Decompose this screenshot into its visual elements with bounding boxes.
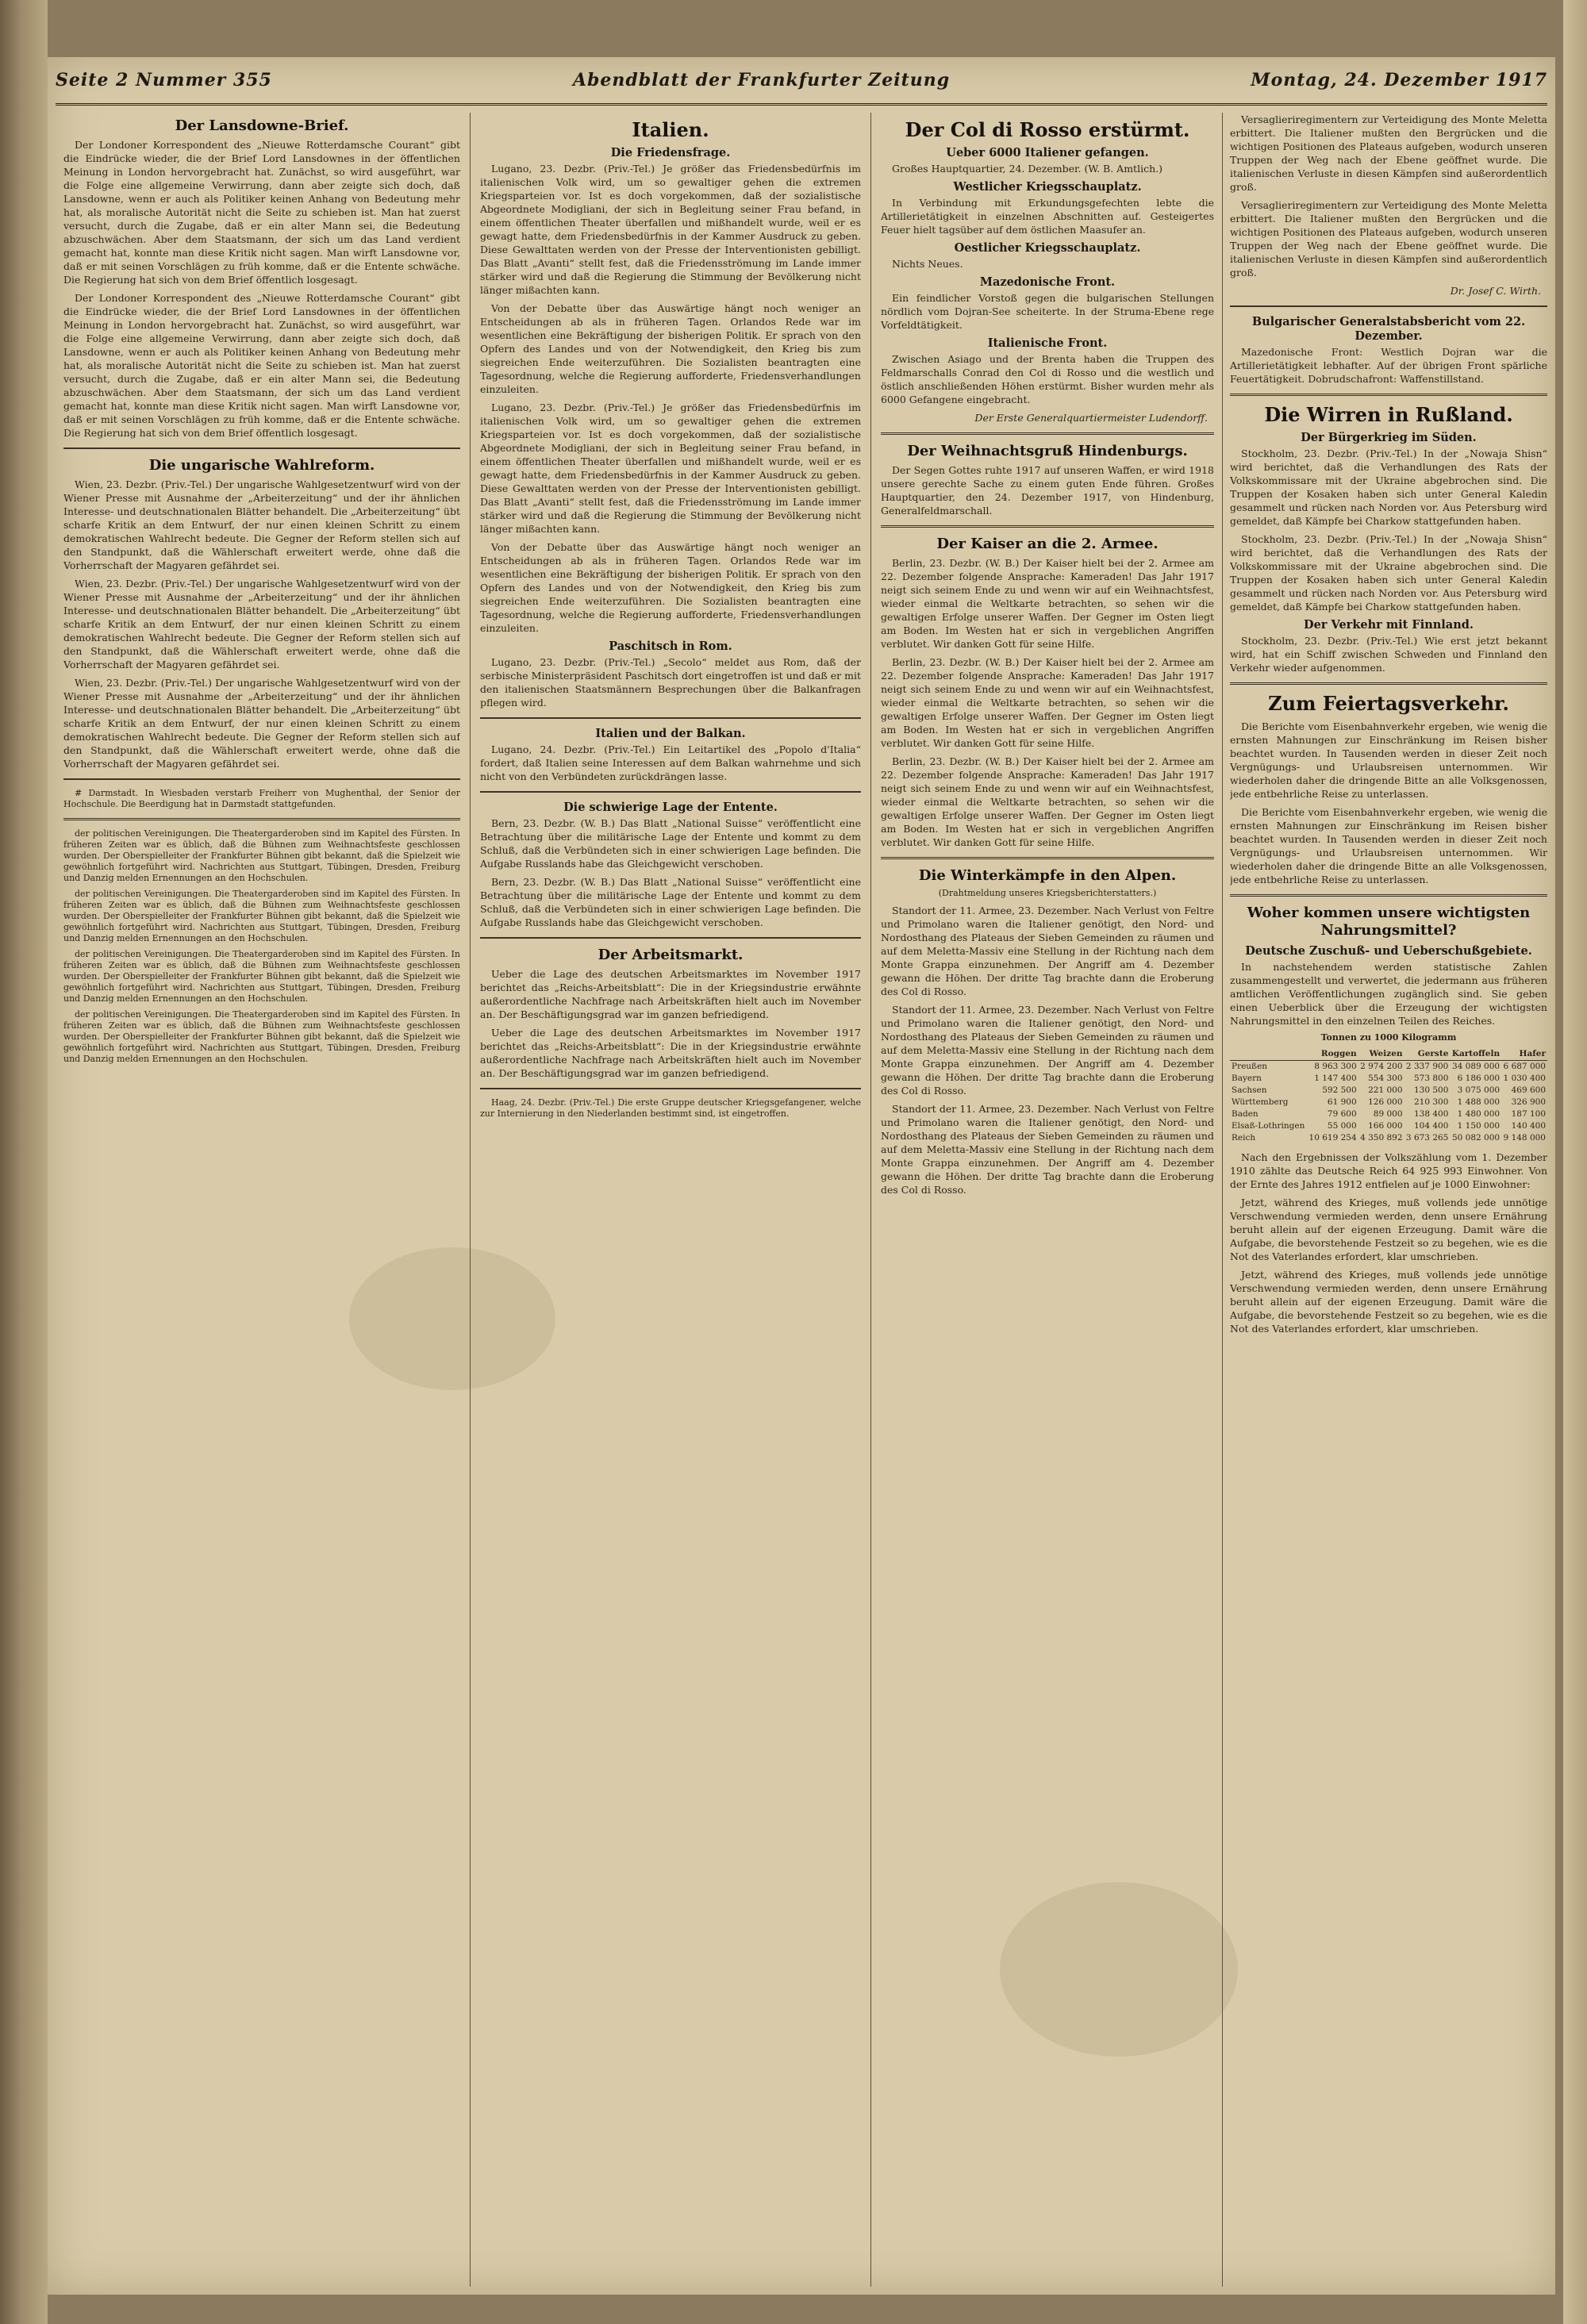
table-header-cell: Gerste: [1404, 1048, 1451, 1061]
page-header: [56, 57, 1547, 106]
article-text-winter: Standort der 11. Armee, 23. Dezember. Nach Verlust von Feltre und Primolano waren die Italiener genötigt, den Nord- und Nordosthang des Plateaus der Sieben Gemeinden zu räumen und auf dem Meletta-Massiv eine Stellung in der Richtung nach dem Monte Grappa einzunehmen. Der Angriff am 4. Dezember gewann die Höhen. Der dritte Tag brachte dann die Eroberung des Col di Rosso.: [881, 1103, 1214, 1196]
article-text-kaiser: Berlin, 23. Dezbr. (W. B.) Der Kaiser hielt bei der 2. Armee am 22. Dezember folgende Ansprache: Kameraden! Das Jahr 1917 neigt sich seinem Ende zu und wenn wir auf ein Weihnachtsfest, wieder einmal die Weltkarte betrachten, so sehen wir die gewaltigen Erfolge unserer Waffen. Der Gegner im Osten liegt am Boden. Im Westen hat er sich in vergeblichen Angriffen verblutet. Wir danken Gott für seine Hilfe.: [881, 656, 1214, 749]
feuilleton-text: der politischen Vereinigungen. Die Theatergarderoben sind im Kapitel des Fürsten. In früheren Zeiten war es üblich, daß die Bühnen zum Weihnachtsfeste geschlossen wurden. Der Oberspielleiter der Frankfurter Bühnen gibt bekannt, daß die Spielzeit wie gewöhnlich fortgeführt wird. Nachrichten aus Stuttgart, Tübingen, Dresden, Freiburg und Danzig melden Ernennungen an den Hochschulen.: [63, 1009, 460, 1064]
table-cell: 4 350 892: [1360, 1133, 1403, 1143]
table-row: [1230, 1085, 1547, 1097]
table-cell: 89 000: [1373, 1109, 1403, 1119]
article-text-winter: Standort der 11. Armee, 23. Dezember. Nach Verlust von Feltre und Primolano waren die Italiener genötigt, den Nord- und Nordosthang des Plateaus der Sieben Gemeinden zu räumen und auf dem Meletta-Massiv eine Stellung in der Richtung nach dem Monte Grappa einzunehmen. Der Angriff am 4. Dezember gewann die Höhen. Der dritte Tag brachte dann die Eroberung des Col di Rosso.: [881, 1004, 1214, 1097]
article-heading-bulgar: Bulgarischer Generalstabsbericht vom 22. Dezember.: [1251, 315, 1526, 343]
article-text-winter: Standort der 11. Armee, 23. Dezember. Nach Verlust von Feltre und Primolano waren die Italiener genötigt, den Nord- und Nordosthang des Plateaus der Sieben Gemeinden zu räumen und auf dem Meletta-Massiv eine Stellung in der Richtung nach dem Monte Grappa einzunehmen. Der Angriff am 4. Dezember gewann die Höhen. Der dritte Tag brachte dann die Eroberung des Col di Rosso.: [881, 905, 1214, 997]
next-page-edge: [1563, 0, 1587, 2324]
article-text-entente: Bern, 23. Dezbr. (W. B.) Das Blatt „National Suisse“ veröffentlicht eine Betrachtung über die militärische Lage der Entente und kommt zu dem Schluß, daß die Verbündeten sich in einer schwierigen Lage befinden. Die Aufgabe Russlands habe das Gleichgewicht verschoben.: [480, 817, 861, 870]
table-cell: Reich: [1232, 1133, 1256, 1143]
column-2: [480, 113, 861, 2287]
article-heading-finnland: Der Verkehr mit Finnland.: [1304, 618, 1474, 632]
table-caption: Tonnen zu 1000 Kilogramm: [1320, 1032, 1457, 1043]
table-cell: Elsaß-Lothringen: [1232, 1121, 1305, 1131]
table-row: [1230, 1120, 1547, 1132]
dateline-hauptquartier: Großes Hauptquartier, 24. Dezember. (W. B. Amtlich.): [892, 163, 1162, 175]
article-text-balkan: Lugano, 24. Dezbr. (Priv.-Tel.) Ein Leitartikel des „Popolo d'Italia“ fordert, daß Italien seine Interessen auf dem Balkan wahrnehme und sich nicht von den Verbündeten zurückdrängen lasse.: [480, 743, 861, 782]
divider: [480, 717, 861, 719]
table-cell: 138 400: [1413, 1109, 1449, 1119]
column-3: [881, 113, 1214, 2287]
heading-italienisch: Italienische Front.: [987, 336, 1108, 350]
article-heading-entente: Die schwierige Lage der Entente.: [563, 801, 778, 814]
table-header-row: [1230, 1048, 1547, 1061]
table-cell: 221 000: [1368, 1085, 1403, 1095]
feuilleton-text: der politischen Vereinigungen. Die Theatergarderoben sind im Kapitel des Fürsten. In früheren Zeiten war es üblich, daß die Bühnen zum Weihnachtsfeste geschlossen wurden. Der Oberspielleiter der Frankfurter Bühnen gibt bekannt, daß die Spielzeit wie gewöhnlich fortgeführt wird. Nachrichten aus Stuttgart, Tübingen, Dresden, Freiburg und Danzig melden Ernennungen an den Hochschulen.: [63, 949, 460, 1004]
article-text-friedensfrage: Von der Debatte über das Auswärtige hängt noch weniger an Entscheidungen ab als in früheren Tagen. Orlandos Rede war im wesentlichen eine Bekräftigung der bisherigen Politik. Er sprach von den Opfern des Landes und von der Notwendigkeit, den Krieg bis zum siegreichen Ende weiterzuführen. Die Sozialisten beantragten eine Tagesordnung, welche die Regierung aufforderte, Friedensverhandlungen einzuleiten.: [480, 302, 861, 395]
table-cell: 592 500: [1322, 1085, 1357, 1095]
table-cell: 326 900: [1511, 1097, 1546, 1107]
article-text-nahrung: Jetzt, während des Krieges, muß vollends jede unnötige Verschwendung vermieden werden, denn unsere Ernährung beruht allein auf der eigenen Erzeugung. Damit wäre die Aufgabe, die bevorstehende Festzeit so zu begehen, wie es die Not des Vaterlandes erfordert, klar umschrieben.: [1230, 1269, 1547, 1335]
table-cell: 130 500: [1413, 1085, 1449, 1095]
signature-ludendorff: Der Erste Generalquartiermeister Ludendorff.: [974, 412, 1208, 424]
table-cell: 1 147 400: [1314, 1074, 1357, 1083]
column-rule: [470, 113, 471, 2287]
table-cell: 50 082 000: [1451, 1133, 1501, 1143]
divider: [881, 857, 1214, 859]
table-cell: 3 075 000: [1457, 1085, 1501, 1095]
table-cell: 1 488 000: [1457, 1097, 1501, 1107]
article-text-arbeitsmarkt: Ueber die Lage des deutschen Arbeitsmarktes im November 1917 berichtet das „Reichs-Arbeitsblatt“: Die in der Kriegsindustrie erwähnte außerordentliche Nachfrage nach Arbeitskräften hielt auch im November an. Der Beschäftigungsgrad war im ganzen befriedigend.: [480, 1027, 861, 1079]
article-text-friedensfrage: Lugano, 23. Dezbr. (Priv.-Tel.) Je größer das Friedensbedürfnis im italienischen Volk wird, um so gewaltiger gehen die extremen Kriegsparteien vor. Ist es doch vorgekommen, daß der sozialistische Abgeordnete Modigliani, der sich in Begleitung seiner Frau befand, in einem öffentlichen Theater überfallen und mißhandelt wurde, weil er es gewagt hatte, dem Friedensbedürfnis in der Kammer Ausdruck zu geben. Diese Gewalttaten werden von der Presse der Interventionisten gebilligt. Das Blatt „Avanti“ stellt fest, daß die Friedensströmung im Lande immer stärker wird und daß die Regierung die Stimmung der Bevölkerung nicht länger mißachten kann.: [480, 163, 861, 296]
notice-haag: Haag, 24. Dezbr. (Priv.-Tel.) Die erste Gruppe deutscher Kriegsgefangener, welche zur Internierung in den Niederlanden bestimmt sind, ist eingetroffen.: [480, 1097, 861, 1119]
column-rule: [1222, 113, 1223, 2287]
table-row: [1230, 1108, 1547, 1120]
article-heading-nahrung: Woher kommen unsere wichtigsten Nahrungsmittel?: [1247, 905, 1531, 939]
article-text-nahrung: In nachstehendem werden statistische Zahlen zusammengestellt und verwertet, die jedermann aus früheren amtlichen Veröffentlichungen zugänglich sind. Sie geben einen Ueberblick über die Erzeugung der wichtigsten Nahrungsmittel in den einzelnen Teilen des Reiches.: [1230, 961, 1547, 1027]
article-heading-arbeitsmarkt: Der Arbeitsmarkt.: [598, 947, 744, 963]
article-text-wahlreform: Wien, 23. Dezbr. (Priv.-Tel.) Der ungarische Wahlgesetzentwurf wird von der Wiener Presse mit Ausnahme der „Arbeiterzeitung“ und der ihr ähnlichen Interesse- und deutschnationalen Blätter behandelt. Die „Arbeiterzeitung“ übt scharfe Kritik an dem Entwurf, der nur einen kleinen Schritt zu einem demokratischen Wahlrecht bedeute. Die Gegner der Reform stellen sich auf den Standpunkt, daß die Wählerschaft erweitert werde, ohne daß die Vorherrschaft der Magyaren gefährdet sei.: [63, 478, 460, 571]
table-header-cell: [1230, 1048, 1307, 1061]
table-cell: 187 100: [1511, 1109, 1546, 1119]
newspaper-page: [48, 57, 1555, 2295]
article-heading-friedensfrage: Die Friedensfrage.: [610, 146, 731, 159]
divider: [1230, 682, 1547, 685]
article-text-continued: Versaglieriregimentern zur Verteidigung des Monte Meletta erbittert. Die Italiener mußten den Bergrücken und die wichtigen Positionen des Plateaus aufgeben, wodurch unseren Truppen der Weg nach der Ebene geöffnet wurde. Die italienischen Verluste in diesen Kämpfen sind außerordentlich groß.: [1230, 199, 1547, 278]
heading-mazedonisch: Mazedonische Front.: [979, 275, 1116, 289]
table-cell: 34 089 000: [1451, 1062, 1501, 1071]
table-cell: 1 480 000: [1457, 1109, 1501, 1119]
section-heading-italien: Italien.: [632, 118, 709, 141]
table-row: [1230, 1097, 1547, 1108]
signature-wirth: Dr. Josef C. Wirth.: [1450, 285, 1541, 297]
divider: [1230, 305, 1547, 307]
table-header-cell: Hafer: [1501, 1048, 1547, 1061]
article-heading-kaiser: Der Kaiser an die 2. Armee.: [936, 536, 1159, 552]
divider: [480, 937, 861, 939]
table-cell: Württemberg: [1232, 1097, 1289, 1107]
article-subheading-gefangene: Ueber 6000 Italiener gefangen.: [946, 146, 1149, 159]
article-text-entente: Bern, 23. Dezbr. (W. B.) Das Blatt „National Suisse“ veröffentlicht eine Betrachtung über die militärische Lage der Entente und kommt zu dem Schluß, daß die Verbündeten sich in einer schwierigen Lage befinden. Die Aufgabe Russlands habe das Gleichgewicht verschoben.: [480, 876, 861, 928]
article-text-bulgar: Mazedonische Front: Westlich Dojran war die Artillerietätigkeit lebhafter. Auf der übrigen Front spärliche Feuertätigkeit. Dobrudschafront: Waffenstillstand.: [1230, 346, 1547, 385]
table-header-cell: Weizen: [1358, 1048, 1404, 1061]
table-cell: 104 400: [1413, 1121, 1449, 1131]
table-cell: 9 148 000: [1503, 1133, 1546, 1143]
divider: [881, 525, 1214, 528]
page-number: Seite 2 Nummer 355: [56, 70, 272, 90]
table-cell: Bayern: [1232, 1074, 1262, 1083]
article-heading-winter: Die Winterkämpfe in den Alpen.: [918, 867, 1177, 884]
feuilleton-text: der politischen Vereinigungen. Die Theatergarderoben sind im Kapitel des Fürsten. In früheren Zeiten war es üblich, daß die Bühnen zum Weihnachtsfeste geschlossen wurden. Der Oberspielleiter der Frankfurter Bühnen gibt bekannt, daß die Spielzeit wie gewöhnlich fortgeführt wird. Nachrichten aus Stuttgart, Tübingen, Dresden, Freiburg und Danzig melden Ernennungen an den Hochschulen.: [63, 828, 460, 883]
article-heading-feiertag: Zum Feiertagsverkehr.: [1268, 692, 1509, 715]
table-cell: 8 963 300: [1314, 1062, 1357, 1071]
divider: [63, 778, 460, 780]
article-subheading-buergerkrieg: Der Bürgerkrieg im Süden.: [1301, 431, 1477, 444]
divider: [881, 432, 1214, 435]
divider: [1230, 394, 1547, 396]
article-text-buergerkrieg: Stockholm, 23. Dezbr. (Priv.-Tel.) In der „Nowaja Shisn“ wird berichtet, daß die Verhandlungen des Rats der Volkskommissare mit der Ukraine abgebrochen sind. Die Truppen der Kosaken haben sich unter General Kaledin gesammelt und rücken nach Norden vor. Aus Petersburg wird gemeldet, daß Kämpfe bei Charkow stattgefunden haben.: [1230, 533, 1547, 613]
divider: [63, 448, 460, 449]
table-cell: 10 619 254: [1308, 1133, 1357, 1143]
article-text-nahrung: Jetzt, während des Krieges, muß vollends jede unnötige Verschwendung vermieden werden, denn unsere Ernährung beruht allein auf der eigenen Erzeugung. Damit wäre die Aufgabe, die bevorstehende Festzeit so zu begehen, wie es die Not des Vaterlandes erfordert, klar umschrieben.: [1230, 1197, 1547, 1262]
text-westlich: In Verbindung mit Erkundungsgefechten lebte die Artillerietätigkeit in einzelnen Abschnitten auf. Gesteigertes Feuer hielt tagsüber auf dem östlichen Maasufer an.: [881, 197, 1214, 236]
text-italienisch: Zwischen Asiago und der Brenta haben die Truppen des Feldmarschalls Conrad den Col di Rosso und die westlich und östlich anschließenden Höhen erstürmt. Bisher wurden mehr als 6000 Gefangene eingebracht.: [881, 353, 1214, 405]
text-oestlich: Nichts Neues.: [892, 258, 963, 270]
table-row: [1230, 1132, 1547, 1144]
article-text-finnland: Stockholm, 23. Dezbr. (Priv.-Tel.) Wie erst jetzt bekannt wird, hat ein Schiff zwischen Schweden und Finnland den Verkehr wieder aufgenommen.: [1230, 635, 1547, 674]
article-heading-balkan: Italien und der Balkan.: [595, 727, 746, 740]
table-cell: 210 300: [1413, 1097, 1449, 1107]
article-text-friedensfrage: Von der Debatte über das Auswärtige hängt noch weniger an Entscheidungen ab als in früheren Tagen. Orlandos Rede war im wesentlichen eine Bekräftigung der bisherigen Politik. Er sprach von den Opfern des Landes und von der Notwendigkeit, den Krieg bis zum siegreichen Ende weiterzuführen. Die Sozialisten beantragten eine Tagesordnung, welche die Regierung aufforderte, Friedensverhandlungen einzuleiten.: [480, 541, 861, 634]
table-cell: 2 974 200: [1360, 1062, 1403, 1071]
heading-westlich: Westlicher Kriegsschauplatz.: [953, 180, 1142, 194]
column-4: [1230, 113, 1547, 2287]
column-rule: [870, 113, 871, 2287]
table-cell: 1 150 000: [1457, 1121, 1501, 1131]
table-cell: 61 900: [1327, 1097, 1357, 1107]
table-row: [1230, 1073, 1547, 1085]
table-cell: 6 186 000: [1457, 1074, 1501, 1083]
article-text-nahrung: Nach den Ergebnissen der Volkszählung vom 1. Dezember 1910 zählte das Deutsche Reich 64 925 993 Einwohner. Von der Ernte des Jahres 1912 entfielen auf je 1000 Einwohner:: [1230, 1151, 1547, 1190]
table-cell: 554 300: [1368, 1074, 1403, 1083]
article-text-feiertag: Die Berichte vom Eisenbahnverkehr ergeben, wie wenig die ernsten Mahnungen zur Einschränkung im Reisen bisher beachtet wurden. In Tausenden werden in dieser Zeit noch Vergnügungs- und Urlaubsreisen unternommen. Wir wiederholen daher die dringende Bitte an alle Volksgenossen, jede entbehrliche Reise zu unterlassen.: [1230, 806, 1547, 885]
heading-oestlich: Oestlicher Kriegsschauplatz.: [954, 241, 1141, 255]
article-text-pasic: Lugano, 23. Dezbr. (Priv.-Tel.) „Secolo“ meldet aus Rom, daß der serbische Ministerpräsident Paschitsch dort eingetroffen ist und daß er mit den italienischen Staatsmännern Besprechungen über die Balkanfragen pflegen wird.: [480, 656, 861, 709]
divider: [1230, 894, 1547, 897]
article-text-arbeitsmarkt: Ueber die Lage des deutschen Arbeitsmarktes im November 1917 berichtet das „Reichs-Arbeitsblatt“: Die in der Kriegsindustrie erwähnte außerordentliche Nachfrage nach Arbeitskräften hielt auch im November an. Der Beschäftigungsgrad war im ganzen befriedigend.: [480, 968, 861, 1020]
table-header-cell: Kartoffeln: [1450, 1048, 1501, 1061]
harvest-table: [1230, 1048, 1547, 1144]
article-text-feiertag: Die Berichte vom Eisenbahnverkehr ergeben, wie wenig die ernsten Mahnungen zur Einschränkung im Reisen bisher beachtet wurden. In Tausenden werden in dieser Zeit noch Vergnügungs- und Urlaubsreisen unternommen. Wir wiederholen daher die dringende Bitte an alle Volksgenossen, jede entbehrliche Reise zu unterlassen.: [1230, 720, 1547, 800]
newspaper-title: Abendblatt der Frankfurter Zeitung: [572, 70, 951, 90]
column-1: [63, 113, 460, 2287]
article-text-wahlreform: Wien, 23. Dezbr. (Priv.-Tel.) Der ungarische Wahlgesetzentwurf wird von der Wiener Presse mit Ausnahme der „Arbeiterzeitung“ und der ihr ähnlichen Interesse- und deutschnationalen Blätter behandelt. Die „Arbeiterzeitung“ übt scharfe Kritik an dem Entwurf, der nur einen kleinen Schritt zu einem demokratischen Wahlrecht bedeute. Die Gegner der Reform stellen sich auf den Standpunkt, daß die Wählerschaft erweitert werde, ohne daß die Vorherrschaft der Magyaren gefährdet sei.: [63, 578, 460, 670]
table-cell: 55 000: [1327, 1121, 1357, 1131]
article-text-buergerkrieg: Stockholm, 23. Dezbr. (Priv.-Tel.) In der „Nowaja Shisn“ wird berichtet, daß die Verhandlungen des Rats der Volkskommissare mit der Ukraine abgebrochen sind. Die Truppen der Kosaken haben sich unter General Kaledin gesammelt und rücken nach Norden vor. Aus Petersburg wird gemeldet, daß Kämpfe bei Charkow stattgefunden haben.: [1230, 448, 1547, 527]
article-heading-wahlreform: Die ungarische Wahlreform.: [148, 457, 375, 474]
article-text-kaiser: Berlin, 23. Dezbr. (W. B.) Der Kaiser hielt bei der 2. Armee am 22. Dezember folgende Ansprache: Kameraden! Das Jahr 1917 neigt sich seinem Ende zu und wenn wir auf ein Weihnachtsfest, wieder einmal die Weltkarte betrachten, so sehen wir die gewaltigen Erfolge unserer Waffen. Der Gegner im Osten liegt am Boden. Im Westen hat er sich in vergeblichen Angriffen verblutet. Wir danken Gott für seine Hilfe.: [881, 755, 1214, 848]
table-header-cell: Roggen: [1307, 1048, 1358, 1061]
issue-date: Montag, 24. Dezember 1917: [1251, 70, 1547, 90]
table-cell: Sachsen: [1232, 1085, 1267, 1095]
table-row: [1230, 1061, 1547, 1074]
divider: [63, 818, 460, 820]
text-mazedonisch: Ein feindlicher Vorstoß gegen die bulgarischen Stellungen nördlich vom Dojran-See scheiterte. In der Struma-Ebene rege Vorfeldtätigkeit.: [881, 292, 1214, 331]
notice-darmstadt: # Darmstadt. In Wiesbaden verstarb Freiherr von Mughenthal, der Senior der Hochschule. Die Beerdigung hat in Darmstadt stattgefunden.: [63, 788, 460, 809]
table-cell: 1 030 400: [1503, 1074, 1546, 1083]
table-cell: 3 673 265: [1405, 1133, 1449, 1143]
article-text-kaiser: Berlin, 23. Dezbr. (W. B.) Der Kaiser hielt bei der 2. Armee am 22. Dezember folgende Ansprache: Kameraden! Das Jahr 1917 neigt sich seinem Ende zu und wenn wir auf ein Weihnachtsfest, wieder einmal die Weltkarte betrachten, so sehen wir die gewaltigen Erfolge unserer Waffen. Der Gegner im Osten liegt am Boden. Im Westen hat er sich in vergeblichen Angriffen verblutet. Wir danken Gott für seine Hilfe.: [881, 557, 1214, 650]
article-text-friedensfrage: Lugano, 23. Dezbr. (Priv.-Tel.) Je größer das Friedensbedürfnis im italienischen Volk wird, um so gewaltiger gehen die extremen Kriegsparteien vor. Ist es doch vorgekommen, daß der sozialistische Abgeordnete Modigliani, der sich in Begleitung seiner Frau befand, in einem öffentlichen Theater überfallen und mißhandelt wurde, weil er es gewagt hatte, dem Friedensbedürfnis in der Kammer Ausdruck zu geben. Diese Gewalttaten werden von der Presse der Interventionisten gebilligt. Das Blatt „Avanti“ stellt fest, daß die Friedensströmung im Lande immer stärker wird und daß die Regierung die Stimmung der Bevölkerung nicht länger mißachten kann.: [480, 401, 861, 535]
article-subheading-nahrung: Deutsche Zuschuß- und Ueberschußgebiete.: [1245, 944, 1532, 958]
article-text-weihnacht: Der Segen Gottes ruhte 1917 auf unseren Waffen, er wird 1918 unsere gerechte Sache zu einem guten Ende führen. Großes Hauptquartier, den 24. Dezember 1917, von Hindenburg, Generalfeldmarschall.: [881, 464, 1214, 517]
article-heading-lansdowne: Der Lansdowne-Brief.: [175, 117, 349, 134]
table-cell: 6 687 000: [1503, 1062, 1546, 1071]
article-byline-winter: (Drahtmeldung unseres Kriegsberichterstatters.): [938, 888, 1157, 898]
table-body: [1230, 1061, 1547, 1145]
article-text-lansdowne: Der Londoner Korrespondent des „Nieuwe Rotterdamsche Courant“ gibt die Eindrücke wieder, die der Brief Lord Lansdownes in der öffentlichen Meinung in London hervorgebracht hat. Zunächst, so wird ausgeführt, war die Folge eine allgemeine Verwirrung, dann aber zeigte sich doch, daß Lansdowne, wenn er auch als Politiker keinen Anhang von Bedeutung mehr hat, als moralische Autorität nicht die Seite zu schieben ist. Man hat zuerst versucht, durch die Zugabe, daß er ein alter Mann sei, die Bedeutung abzuschwächen. Aber dem Staatsmann, der sich um das Land verdient gemacht hat, konnte man diese Kritik nicht sagen. Man wirft Lansdowne vor, daß er mit seinen Vorschlägen zu früh komme, daß er die Entente schwäche. Die Regierung hat sich von dem Brief öffentlich losgesagt.: [63, 139, 460, 286]
table-cell: 79 600: [1327, 1109, 1357, 1119]
article-heading-wirren: Die Wirren in Rußland.: [1264, 403, 1513, 426]
table-cell: 2 337 900: [1405, 1062, 1449, 1071]
article-text-lansdowne: Der Londoner Korrespondent des „Nieuwe Rotterdamsche Courant“ gibt die Eindrücke wieder, die der Brief Lord Lansdownes in der öffentlichen Meinung in London hervorgebracht hat. Zunächst, so wird ausgeführt, war die Folge eine allgemeine Verwirrung, dann aber zeigte sich doch, daß Lansdowne, wenn er auch als Politiker keinen Anhang von Bedeutung mehr hat, als moralische Autorität nicht die Seite zu schieben ist. Man hat zuerst versucht, durch die Zugabe, daß er ein alter Mann sei, die Bedeutung abzuschwächen. Aber dem Staatsmann, der sich um das Land verdient gemacht hat, konnte man diese Kritik nicht sagen. Man wirft Lansdowne vor, daß er mit seinen Vorschlägen zu früh komme, daß er die Entente schwäche. Die Regierung hat sich von dem Brief öffentlich losgesagt.: [63, 292, 460, 439]
table-cell: 140 400: [1511, 1121, 1546, 1131]
divider: [480, 791, 861, 793]
article-heading-pasic: Paschitsch in Rom.: [609, 640, 732, 653]
table-cell: 126 000: [1368, 1097, 1403, 1107]
binding-edge: [0, 0, 48, 2324]
table-cell: 166 000: [1368, 1121, 1403, 1131]
article-heading-colrosso: Der Col di Rosso erstürmt.: [905, 118, 1190, 141]
table-cell: 469 600: [1511, 1085, 1546, 1095]
feuilleton-text: der politischen Vereinigungen. Die Theatergarderoben sind im Kapitel des Fürsten. In früheren Zeiten war es üblich, daß die Bühnen zum Weihnachtsfeste geschlossen wurden. Der Oberspielleiter der Frankfurter Bühnen gibt bekannt, daß die Spielzeit wie gewöhnlich fortgeführt wird. Nachrichten aus Stuttgart, Tübingen, Dresden, Freiburg und Danzig melden Ernennungen an den Hochschulen.: [63, 889, 460, 943]
article-text-continued: Versaglieriregimentern zur Verteidigung des Monte Meletta erbittert. Die Italiener mußten den Bergrücken und die wichtigen Positionen des Plateaus aufgeben, wodurch unseren Truppen der Weg nach der Ebene geöffnet wurde. Die italienischen Verluste in diesen Kämpfen sind außerordentlich groß.: [1230, 113, 1547, 193]
divider: [480, 1088, 861, 1089]
table-cell: 573 800: [1413, 1074, 1449, 1083]
table-cell: Preußen: [1232, 1062, 1268, 1071]
table-cell: Baden: [1232, 1109, 1258, 1119]
article-heading-weihnacht: Der Weihnachtsgruß Hindenburgs.: [907, 443, 1188, 459]
article-text-wahlreform: Wien, 23. Dezbr. (Priv.-Tel.) Der ungarische Wahlgesetzentwurf wird von der Wiener Presse mit Ausnahme der „Arbeiterzeitung“ und der ihr ähnlichen Interesse- und deutschnationalen Blätter behandelt. Die „Arbeiterzeitung“ übt scharfe Kritik an dem Entwurf, der nur einen kleinen Schritt zu einem demokratischen Wahlrecht bedeute. Die Gegner der Reform stellen sich auf den Standpunkt, daß die Wählerschaft erweitert werde, ohne daß die Vorherrschaft der Magyaren gefährdet sei.: [63, 677, 460, 770]
